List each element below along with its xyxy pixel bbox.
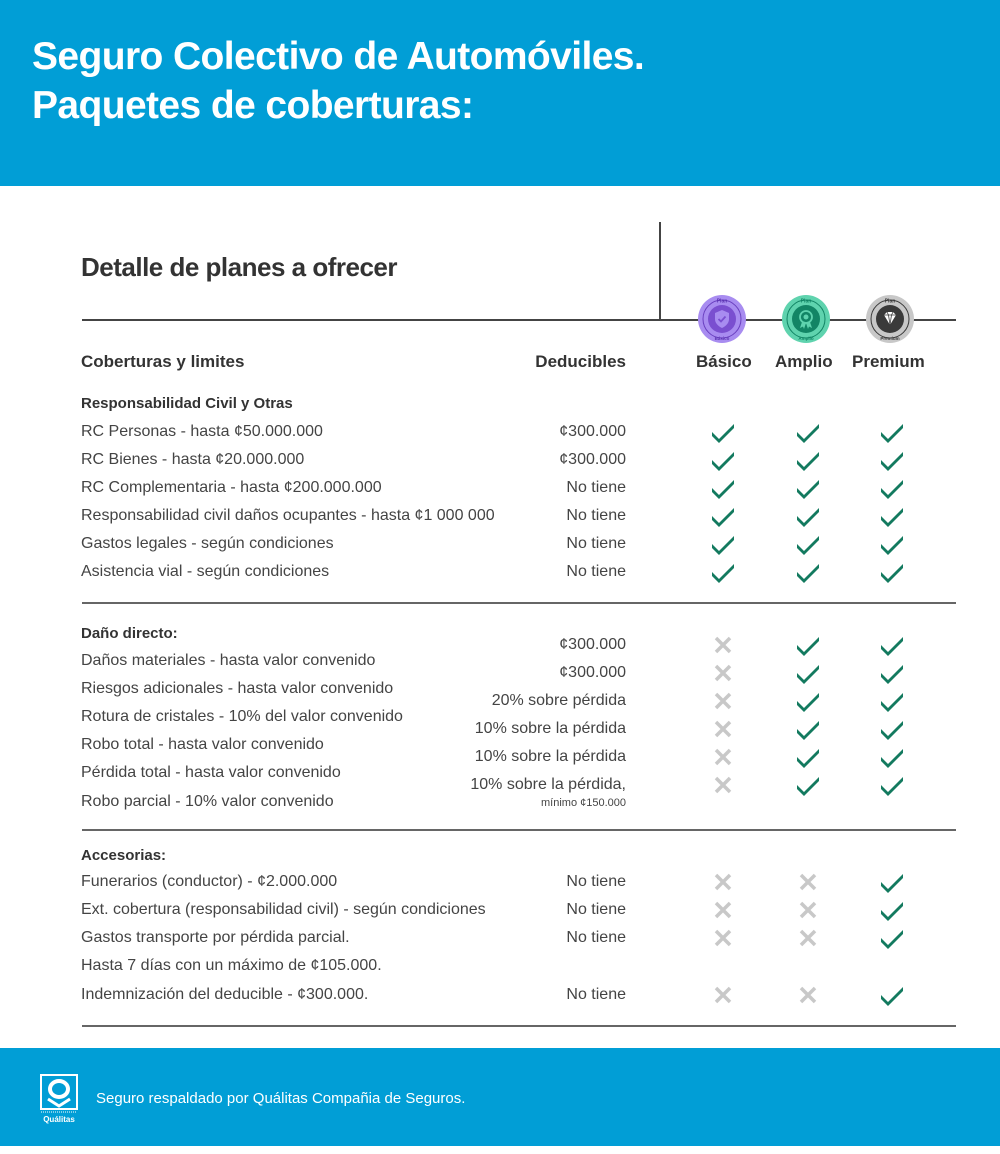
badge-bottom-text: Amplio <box>798 336 814 341</box>
x-icon <box>710 634 736 656</box>
deductible-value: 10% sobre la pérdida <box>474 720 626 737</box>
checkmark-icon <box>879 421 905 443</box>
checkmark-icon <box>710 421 736 443</box>
checkmark-icon <box>879 984 905 1006</box>
checkmark-icon <box>879 899 905 921</box>
deductible-value: No tiene <box>566 563 626 580</box>
checkmark-icon <box>879 927 905 949</box>
deductible-value: No tiene <box>566 901 626 918</box>
x-icon <box>795 871 821 893</box>
footer-text: Seguro respaldado por Quálitas Compañia de Seguros. <box>96 1090 466 1107</box>
checkmark-icon <box>795 690 821 712</box>
header-banner <box>0 0 1000 186</box>
badge-bottom-text: Premium <box>880 336 900 341</box>
checkmark-icon <box>879 690 905 712</box>
deductible-value: ¢300.000 <box>559 423 626 440</box>
badge-top-text: Plan <box>884 298 896 305</box>
coverage-label-continued: Hasta 7 días con un máximo de ¢105.000. <box>81 957 382 974</box>
logo-text: Quálitas <box>43 1115 75 1124</box>
checkmark-icon <box>710 477 736 499</box>
x-icon <box>795 984 821 1006</box>
deductible-value: ¢300.000 <box>559 664 626 681</box>
column-header-coverage: Coberturas y limites <box>81 352 245 371</box>
coverage-label: Riesgos adicionales - hasta valor convenido <box>81 680 394 697</box>
group-title-responsabilidad: Responsabilidad Civil y Otras <box>81 395 293 412</box>
x-icon <box>795 927 821 949</box>
checkmark-icon <box>879 505 905 527</box>
checkmark-icon <box>879 561 905 583</box>
coverage-label: Pérdida total - hasta valor convenido <box>81 764 341 781</box>
checkmark-icon <box>879 634 905 656</box>
group-title-accesorias: Accesorias: <box>81 847 167 864</box>
x-icon <box>710 871 736 893</box>
checkmark-icon <box>795 449 821 471</box>
x-icon <box>710 662 736 684</box>
x-icon <box>710 899 736 921</box>
group-divider <box>82 1025 956 1027</box>
footer-banner <box>0 1048 1000 1146</box>
x-icon <box>710 927 736 949</box>
checkmark-icon <box>795 561 821 583</box>
column-header-amplio: Amplio <box>775 352 833 371</box>
column-header-basico: Básico <box>696 352 752 371</box>
x-icon <box>710 774 736 796</box>
coverage-label: Indemnización del deducible - ¢300.000. <box>81 986 369 1003</box>
column-header-deductibles: Deducibles <box>535 352 626 371</box>
coverage-label: Gastos legales - según condiciones <box>81 535 334 552</box>
checkmark-icon <box>879 662 905 684</box>
badge-bottom-text: Básico <box>714 336 730 341</box>
checkmark-icon <box>879 774 905 796</box>
checkmark-icon <box>879 449 905 471</box>
coverage-label: Ext. cobertura (responsabilidad civil) - según condiciones <box>81 901 486 918</box>
column-header-premium: Premium <box>852 352 925 371</box>
group-divider <box>82 602 956 604</box>
checkmark-icon <box>795 634 821 656</box>
page-title <box>32 32 644 130</box>
deductible-value: 10% sobre la pérdida <box>474 748 626 765</box>
deductible-note: mínimo ¢150.000 <box>541 797 626 809</box>
checkmark-icon <box>710 449 736 471</box>
checkmark-icon <box>795 477 821 499</box>
checkmark-icon <box>795 662 821 684</box>
page-title-line1: Seguro Colectivo de Automóviles. <box>32 35 645 78</box>
deductible-value: No tiene <box>566 507 626 524</box>
checkmark-icon <box>795 505 821 527</box>
qualitas-logo <box>38 1074 80 1126</box>
section-title: Detalle de planes a ofrecer <box>81 252 397 282</box>
coverage-label: RC Bienes - hasta ¢20.000.000 <box>81 451 305 468</box>
group-title-dano-directo: Daño directo: <box>81 625 178 642</box>
coverage-label: Robo total - hasta valor convenido <box>81 736 324 753</box>
page-title-line2: Paquetes de coberturas: <box>32 84 474 127</box>
coverage-label: Gastos transporte por pérdida parcial. <box>81 929 350 946</box>
badge-top-text: Plan <box>800 298 812 305</box>
deductible-value: ¢300.000 <box>559 636 626 653</box>
deductible-value: No tiene <box>566 873 626 890</box>
x-icon <box>710 746 736 768</box>
checkmark-icon <box>879 871 905 893</box>
checkmark-icon <box>795 746 821 768</box>
coverage-label: RC Complementaria - hasta ¢200.000.000 <box>81 479 382 496</box>
x-icon <box>710 984 736 1006</box>
checkmark-icon <box>710 533 736 555</box>
checkmark-icon <box>795 421 821 443</box>
deductible-value: No tiene <box>566 986 626 1003</box>
deductible-value: 20% sobre pérdida <box>491 692 626 709</box>
coverage-label: Robo parcial - 10% valor convenido <box>81 793 334 810</box>
group-divider <box>82 829 956 831</box>
checkmark-icon <box>795 718 821 740</box>
checkmark-icon <box>879 718 905 740</box>
plan-badge-premium <box>866 295 914 343</box>
coverage-label: RC Personas - hasta ¢50.000.000 <box>81 423 323 440</box>
x-icon <box>710 718 736 740</box>
checkmark-icon <box>879 477 905 499</box>
coverage-label: Responsabilidad civil daños ocupantes - hasta ¢1 000 000 <box>81 507 495 524</box>
coverage-label: Daños materiales - hasta valor convenido <box>81 652 376 669</box>
header-vertical-divider <box>659 222 661 320</box>
deductible-value: ¢300.000 <box>559 451 626 468</box>
checkmark-icon <box>795 533 821 555</box>
checkmark-icon <box>795 774 821 796</box>
deductible-value: No tiene <box>566 929 626 946</box>
plan-badge-amplio <box>782 295 830 343</box>
coverage-label: Asistencia vial - según condiciones <box>81 563 330 580</box>
deductible-value: No tiene <box>566 479 626 496</box>
coverage-label: Funerarios (conductor) - ¢2.000.000 <box>81 873 338 890</box>
checkmark-icon <box>879 746 905 768</box>
checkmark-icon <box>710 561 736 583</box>
x-icon <box>710 690 736 712</box>
deductible-value: 10% sobre la pérdida, <box>470 776 626 793</box>
checkmark-icon <box>879 533 905 555</box>
plan-badge-basico <box>698 295 746 343</box>
x-icon <box>795 899 821 921</box>
deductible-value: No tiene <box>566 535 626 552</box>
coverage-label: Rotura de cristales - 10% del valor convenido <box>81 708 403 725</box>
checkmark-icon <box>710 505 736 527</box>
badge-top-text: Plan <box>716 298 728 305</box>
